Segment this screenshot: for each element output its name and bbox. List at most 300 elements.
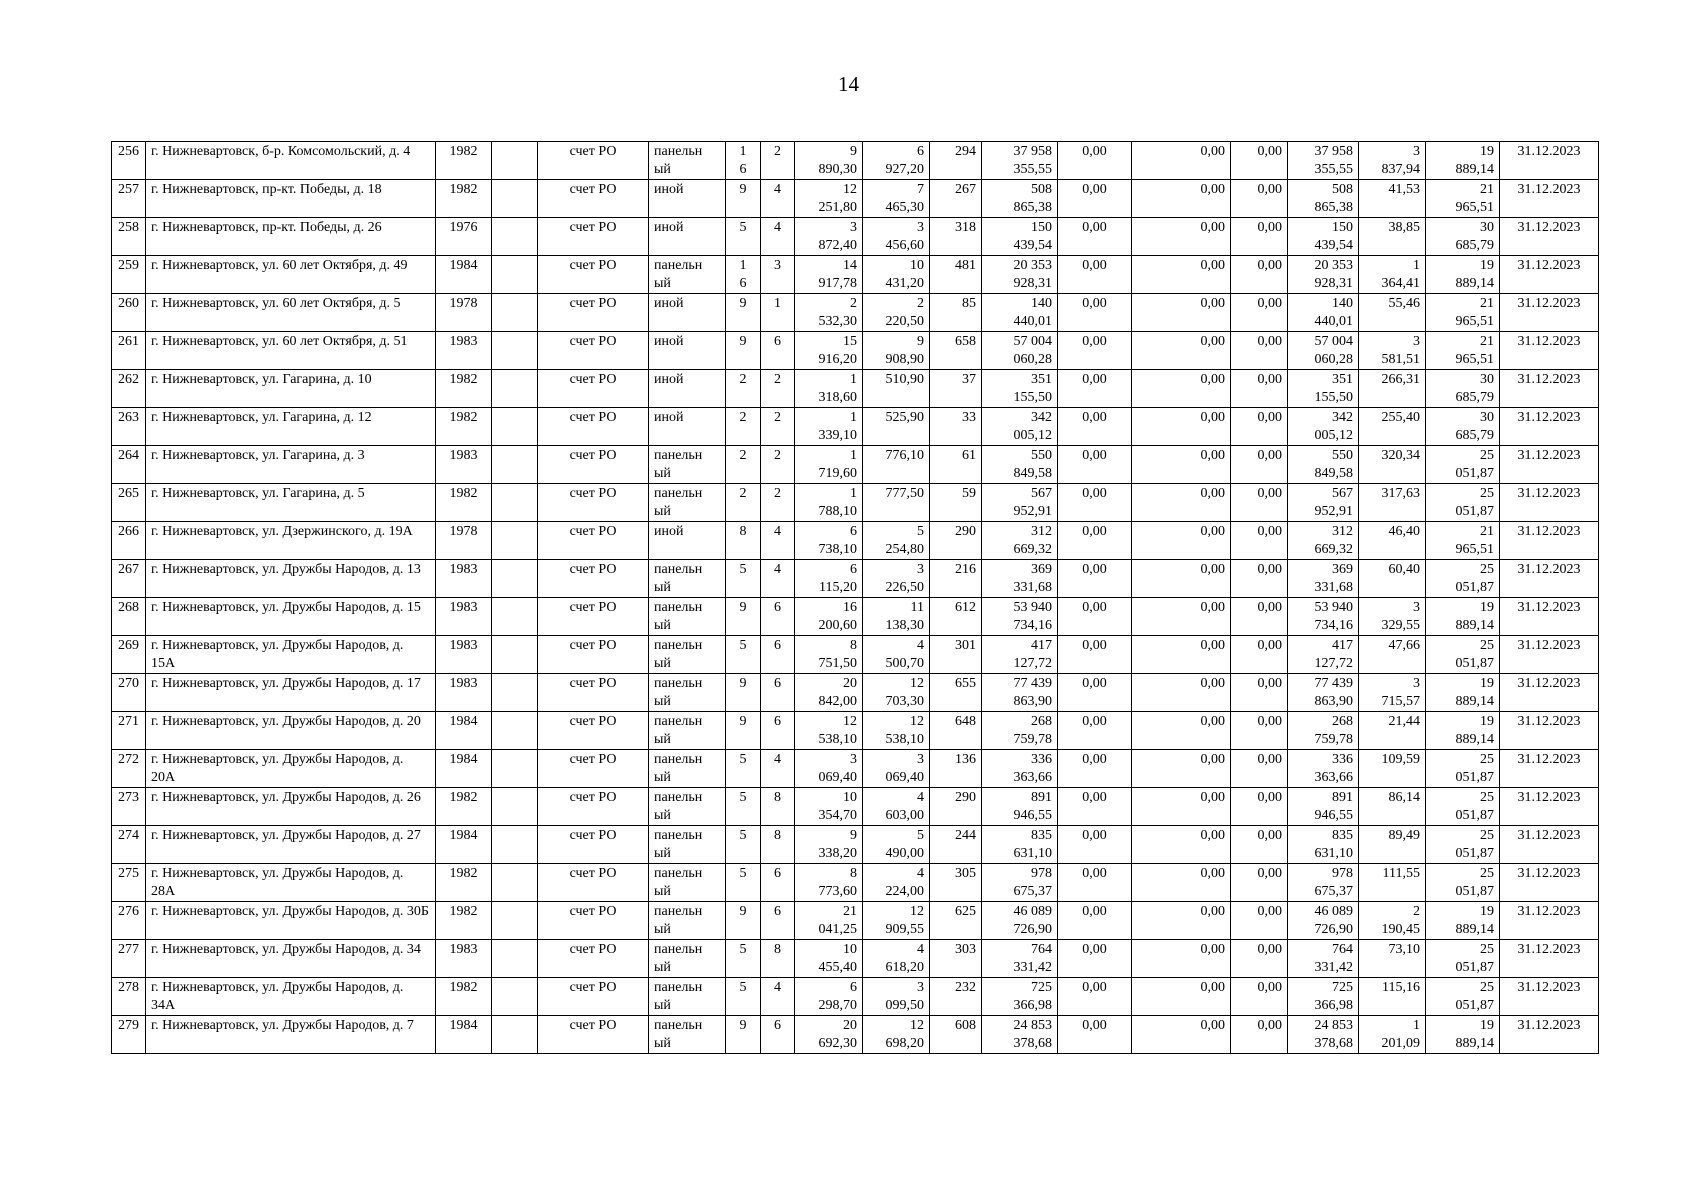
cell-address: г. Нижневартовск, ул. Дружбы Народов, д. 34А xyxy=(146,978,436,1016)
cell-cost-col-4: 0,00 xyxy=(1231,484,1288,522)
cell-empty-col xyxy=(492,180,538,218)
cell-completion-date: 31.12.2023 xyxy=(1500,446,1599,484)
cell-cost-fund: 24 853 378,68 xyxy=(1288,1016,1359,1054)
cell-living-area: 2 220,50 xyxy=(863,294,930,332)
table-row xyxy=(112,370,1599,408)
cell-fund-method: счет РО xyxy=(538,598,649,636)
cell-entrances: 6 xyxy=(761,902,795,940)
cell-max-cost: 19 889,14 xyxy=(1426,674,1500,712)
cell-total-cost: 46 089 726,90 xyxy=(982,902,1058,940)
cell-floors: 9 xyxy=(726,902,761,940)
cell-wall-material: панельн ый xyxy=(649,142,726,180)
cell-living-area: 9 908,90 xyxy=(863,332,930,370)
table-row xyxy=(112,978,1599,1016)
cell-cost-fund: 508 865,38 xyxy=(1288,180,1359,218)
cell-address: г. Нижневартовск, ул. Дружбы Народов, д. 27 xyxy=(146,826,436,864)
housing-registry-table xyxy=(111,141,1599,1054)
cell-max-cost: 19 889,14 xyxy=(1426,598,1500,636)
cell-floors: 5 xyxy=(726,978,761,1016)
cell-completion-date: 31.12.2023 xyxy=(1500,408,1599,446)
cell-total-cost: 150 439,54 xyxy=(982,218,1058,256)
cell-cost-col-3: 0,00 xyxy=(1132,674,1231,712)
cell-floors: 9 xyxy=(726,180,761,218)
table-row xyxy=(112,674,1599,712)
cell-total-cost: 351 155,50 xyxy=(982,370,1058,408)
cell-cost-col-3: 0,00 xyxy=(1132,294,1231,332)
cell-specific-cost: 46,40 xyxy=(1359,522,1426,560)
cell-wall-material: иной xyxy=(649,294,726,332)
cell-row-number: 262 xyxy=(112,370,146,408)
cell-row-number: 267 xyxy=(112,560,146,598)
cell-max-cost: 30 685,79 xyxy=(1426,218,1500,256)
cell-residents: 655 xyxy=(930,674,982,712)
cell-empty-col xyxy=(492,332,538,370)
cell-build-year: 1976 xyxy=(436,218,492,256)
cell-entrances: 2 xyxy=(761,370,795,408)
cell-floors: 8 xyxy=(726,522,761,560)
cell-cost-col-3: 0,00 xyxy=(1132,598,1231,636)
cell-max-cost: 19 889,14 xyxy=(1426,256,1500,294)
cell-residents: 85 xyxy=(930,294,982,332)
cell-row-number: 256 xyxy=(112,142,146,180)
cell-cost-col-4: 0,00 xyxy=(1231,560,1288,598)
cell-cost-fund: 77 439 863,90 xyxy=(1288,674,1359,712)
cell-fund-method: счет РО xyxy=(538,332,649,370)
cell-empty-col xyxy=(492,598,538,636)
cell-empty-col xyxy=(492,370,538,408)
cell-total-cost: 550 849,58 xyxy=(982,446,1058,484)
cell-cost-col-4: 0,00 xyxy=(1231,332,1288,370)
cell-completion-date: 31.12.2023 xyxy=(1500,522,1599,560)
cell-build-year: 1982 xyxy=(436,370,492,408)
cell-cost-fund: 312 669,32 xyxy=(1288,522,1359,560)
cell-cost-col-3: 0,00 xyxy=(1132,180,1231,218)
cell-cost-col-3: 0,00 xyxy=(1132,370,1231,408)
cell-cost-fund: 567 952,91 xyxy=(1288,484,1359,522)
table-row xyxy=(112,864,1599,902)
cell-cost-fund: 37 958 355,55 xyxy=(1288,142,1359,180)
cell-total-cost: 77 439 863,90 xyxy=(982,674,1058,712)
cell-wall-material: панельн ый xyxy=(649,256,726,294)
cell-completion-date: 31.12.2023 xyxy=(1500,142,1599,180)
cell-max-cost: 25 051,87 xyxy=(1426,940,1500,978)
cell-residents: 625 xyxy=(930,902,982,940)
cell-floors: 5 xyxy=(726,750,761,788)
table-row xyxy=(112,180,1599,218)
table-row xyxy=(112,636,1599,674)
cell-floors: 2 xyxy=(726,484,761,522)
cell-cost-fund: 369 331,68 xyxy=(1288,560,1359,598)
cell-total-area: 21 041,25 xyxy=(795,902,863,940)
cell-empty-col xyxy=(492,636,538,674)
cell-total-cost: 57 004 060,28 xyxy=(982,332,1058,370)
cell-total-area: 10 354,70 xyxy=(795,788,863,826)
cell-living-area: 4 603,00 xyxy=(863,788,930,826)
cell-cost-col-2: 0,00 xyxy=(1058,902,1132,940)
cell-cost-fund: 978 675,37 xyxy=(1288,864,1359,902)
table-row xyxy=(112,712,1599,750)
cell-total-area: 1 788,10 xyxy=(795,484,863,522)
cell-entrances: 4 xyxy=(761,218,795,256)
cell-floors: 1 6 xyxy=(726,256,761,294)
cell-floors: 9 xyxy=(726,598,761,636)
cell-entrances: 6 xyxy=(761,598,795,636)
cell-entrances: 8 xyxy=(761,940,795,978)
cell-max-cost: 25 051,87 xyxy=(1426,826,1500,864)
cell-completion-date: 31.12.2023 xyxy=(1500,484,1599,522)
cell-cost-col-3: 0,00 xyxy=(1132,560,1231,598)
cell-cost-col-4: 0,00 xyxy=(1231,750,1288,788)
cell-fund-method: счет РО xyxy=(538,256,649,294)
cell-wall-material: панельн ый xyxy=(649,560,726,598)
cell-address: г. Нижневартовск, пр-кт. Победы, д. 26 xyxy=(146,218,436,256)
cell-wall-material: панельн ый xyxy=(649,1016,726,1054)
cell-build-year: 1983 xyxy=(436,940,492,978)
cell-cost-col-2: 0,00 xyxy=(1058,636,1132,674)
cell-fund-method: счет РО xyxy=(538,180,649,218)
cell-row-number: 270 xyxy=(112,674,146,712)
cell-empty-col xyxy=(492,978,538,1016)
cell-cost-fund: 835 631,10 xyxy=(1288,826,1359,864)
cell-max-cost: 21 965,51 xyxy=(1426,522,1500,560)
cell-completion-date: 31.12.2023 xyxy=(1500,598,1599,636)
cell-specific-cost: 317,63 xyxy=(1359,484,1426,522)
cell-entrances: 6 xyxy=(761,1016,795,1054)
cell-specific-cost: 41,53 xyxy=(1359,180,1426,218)
cell-wall-material: иной xyxy=(649,370,726,408)
cell-cost-col-3: 0,00 xyxy=(1132,218,1231,256)
cell-total-area: 3 069,40 xyxy=(795,750,863,788)
cell-floors: 1 6 xyxy=(726,142,761,180)
table-row xyxy=(112,142,1599,180)
cell-cost-col-2: 0,00 xyxy=(1058,370,1132,408)
cell-specific-cost: 3 329,55 xyxy=(1359,598,1426,636)
cell-total-area: 2 532,30 xyxy=(795,294,863,332)
cell-row-number: 271 xyxy=(112,712,146,750)
cell-completion-date: 31.12.2023 xyxy=(1500,978,1599,1016)
cell-residents: 59 xyxy=(930,484,982,522)
cell-total-cost: 342 005,12 xyxy=(982,408,1058,446)
cell-total-cost: 37 958 355,55 xyxy=(982,142,1058,180)
cell-cost-col-4: 0,00 xyxy=(1231,788,1288,826)
cell-total-cost: 369 331,68 xyxy=(982,560,1058,598)
cell-entrances: 4 xyxy=(761,560,795,598)
cell-living-area: 12 909,55 xyxy=(863,902,930,940)
cell-residents: 136 xyxy=(930,750,982,788)
cell-fund-method: счет РО xyxy=(538,864,649,902)
cell-empty-col xyxy=(492,446,538,484)
cell-cost-fund: 417 127,72 xyxy=(1288,636,1359,674)
cell-build-year: 1983 xyxy=(436,636,492,674)
cell-total-cost: 835 631,10 xyxy=(982,826,1058,864)
cell-address: г. Нижневартовск, ул. Гагарина, д. 5 xyxy=(146,484,436,522)
cell-build-year: 1982 xyxy=(436,484,492,522)
cell-specific-cost: 21,44 xyxy=(1359,712,1426,750)
cell-total-area: 3 872,40 xyxy=(795,218,863,256)
cell-floors: 9 xyxy=(726,712,761,750)
cell-total-cost: 24 853 378,68 xyxy=(982,1016,1058,1054)
cell-floors: 2 xyxy=(726,370,761,408)
cell-residents: 61 xyxy=(930,446,982,484)
cell-fund-method: счет РО xyxy=(538,294,649,332)
cell-entrances: 6 xyxy=(761,332,795,370)
cell-living-area: 12 538,10 xyxy=(863,712,930,750)
cell-empty-col xyxy=(492,408,538,446)
cell-entrances: 4 xyxy=(761,750,795,788)
cell-row-number: 279 xyxy=(112,1016,146,1054)
cell-cost-col-4: 0,00 xyxy=(1231,978,1288,1016)
cell-residents: 301 xyxy=(930,636,982,674)
cell-cost-col-2: 0,00 xyxy=(1058,484,1132,522)
cell-cost-col-3: 0,00 xyxy=(1132,826,1231,864)
cell-address: г. Нижневартовск, ул. Дружбы Народов, д. 26 xyxy=(146,788,436,826)
cell-address: г. Нижневартовск, ул. Дружбы Народов, д. 15 xyxy=(146,598,436,636)
cell-wall-material: панельн ый xyxy=(649,674,726,712)
cell-row-number: 264 xyxy=(112,446,146,484)
cell-total-area: 6 738,10 xyxy=(795,522,863,560)
cell-wall-material: панельн ый xyxy=(649,598,726,636)
cell-living-area: 776,10 xyxy=(863,446,930,484)
cell-floors: 5 xyxy=(726,218,761,256)
cell-cost-col-4: 0,00 xyxy=(1231,522,1288,560)
cell-empty-col xyxy=(492,826,538,864)
cell-floors: 5 xyxy=(726,560,761,598)
table-row xyxy=(112,788,1599,826)
cell-cost-col-2: 0,00 xyxy=(1058,256,1132,294)
cell-total-cost: 312 669,32 xyxy=(982,522,1058,560)
table-row xyxy=(112,484,1599,522)
cell-empty-col xyxy=(492,560,538,598)
cell-total-area: 12 251,80 xyxy=(795,180,863,218)
cell-floors: 5 xyxy=(726,864,761,902)
cell-specific-cost: 1 201,09 xyxy=(1359,1016,1426,1054)
table-body xyxy=(112,142,1599,1054)
cell-total-area: 8 751,50 xyxy=(795,636,863,674)
cell-cost-col-4: 0,00 xyxy=(1231,370,1288,408)
cell-wall-material: панельн ый xyxy=(649,864,726,902)
cell-cost-col-2: 0,00 xyxy=(1058,294,1132,332)
cell-cost-fund: 46 089 726,90 xyxy=(1288,902,1359,940)
cell-build-year: 1982 xyxy=(436,142,492,180)
cell-residents: 318 xyxy=(930,218,982,256)
cell-residents: 244 xyxy=(930,826,982,864)
table-row xyxy=(112,256,1599,294)
cell-total-area: 16 200,60 xyxy=(795,598,863,636)
cell-completion-date: 31.12.2023 xyxy=(1500,180,1599,218)
cell-total-cost: 891 946,55 xyxy=(982,788,1058,826)
table-row xyxy=(112,940,1599,978)
cell-address: г. Нижневартовск, ул. Дружбы Народов, д. 17 xyxy=(146,674,436,712)
cell-living-area: 777,50 xyxy=(863,484,930,522)
cell-row-number: 278 xyxy=(112,978,146,1016)
cell-floors: 5 xyxy=(726,826,761,864)
cell-max-cost: 30 685,79 xyxy=(1426,408,1500,446)
cell-address: г. Нижневартовск, ул. Дружбы Народов, д. 20 xyxy=(146,712,436,750)
cell-entrances: 2 xyxy=(761,446,795,484)
cell-cost-col-4: 0,00 xyxy=(1231,674,1288,712)
cell-completion-date: 31.12.2023 xyxy=(1500,256,1599,294)
cell-entrances: 6 xyxy=(761,864,795,902)
cell-cost-fund: 150 439,54 xyxy=(1288,218,1359,256)
cell-entrances: 6 xyxy=(761,674,795,712)
cell-cost-col-3: 0,00 xyxy=(1132,484,1231,522)
cell-residents: 267 xyxy=(930,180,982,218)
cell-wall-material: панельн ый xyxy=(649,636,726,674)
cell-fund-method: счет РО xyxy=(538,750,649,788)
cell-total-cost: 567 952,91 xyxy=(982,484,1058,522)
cell-address: г. Нижневартовск, ул. Дружбы Народов, д. 7 xyxy=(146,1016,436,1054)
cell-cost-fund: 725 366,98 xyxy=(1288,978,1359,1016)
cell-fund-method: счет РО xyxy=(538,636,649,674)
cell-total-area: 6 298,70 xyxy=(795,978,863,1016)
table-row xyxy=(112,294,1599,332)
cell-specific-cost: 320,34 xyxy=(1359,446,1426,484)
cell-total-cost: 978 675,37 xyxy=(982,864,1058,902)
cell-row-number: 266 xyxy=(112,522,146,560)
cell-completion-date: 31.12.2023 xyxy=(1500,560,1599,598)
cell-fund-method: счет РО xyxy=(538,560,649,598)
cell-wall-material: иной xyxy=(649,180,726,218)
cell-cost-col-3: 0,00 xyxy=(1132,408,1231,446)
cell-address: г. Нижневартовск, б-р. Комсомольский, д. 4 xyxy=(146,142,436,180)
cell-max-cost: 21 965,51 xyxy=(1426,294,1500,332)
cell-row-number: 275 xyxy=(112,864,146,902)
cell-cost-col-3: 0,00 xyxy=(1132,864,1231,902)
cell-cost-col-2: 0,00 xyxy=(1058,560,1132,598)
cell-cost-col-3: 0,00 xyxy=(1132,256,1231,294)
cell-residents: 290 xyxy=(930,522,982,560)
cell-specific-cost: 3 837,94 xyxy=(1359,142,1426,180)
cell-max-cost: 19 889,14 xyxy=(1426,1016,1500,1054)
cell-build-year: 1984 xyxy=(436,1016,492,1054)
cell-floors: 9 xyxy=(726,332,761,370)
cell-empty-col xyxy=(492,1016,538,1054)
cell-cost-col-3: 0,00 xyxy=(1132,712,1231,750)
cell-row-number: 277 xyxy=(112,940,146,978)
cell-completion-date: 31.12.2023 xyxy=(1500,826,1599,864)
page-number: 14 xyxy=(838,72,859,96)
cell-row-number: 261 xyxy=(112,332,146,370)
cell-living-area: 10 431,20 xyxy=(863,256,930,294)
cell-living-area: 6 927,20 xyxy=(863,142,930,180)
cell-cost-col-2: 0,00 xyxy=(1058,1016,1132,1054)
cell-cost-col-4: 0,00 xyxy=(1231,636,1288,674)
cell-living-area: 4 224,00 xyxy=(863,864,930,902)
cell-cost-col-4: 0,00 xyxy=(1231,1016,1288,1054)
cell-empty-col xyxy=(492,142,538,180)
cell-entrances: 2 xyxy=(761,408,795,446)
cell-entrances: 4 xyxy=(761,978,795,1016)
cell-max-cost: 21 965,51 xyxy=(1426,332,1500,370)
cell-cost-col-3: 0,00 xyxy=(1132,142,1231,180)
cell-completion-date: 31.12.2023 xyxy=(1500,332,1599,370)
cell-fund-method: счет РО xyxy=(538,522,649,560)
cell-cost-col-3: 0,00 xyxy=(1132,750,1231,788)
cell-address: г. Нижневартовск, ул. Дружбы Народов, д. 30Б xyxy=(146,902,436,940)
cell-address: г. Нижневартовск, ул. 60 лет Октября, д. 5 xyxy=(146,294,436,332)
cell-living-area: 3 069,40 xyxy=(863,750,930,788)
cell-total-area: 20 842,00 xyxy=(795,674,863,712)
cell-wall-material: панельн ый xyxy=(649,750,726,788)
cell-cost-col-3: 0,00 xyxy=(1132,522,1231,560)
cell-wall-material: панельн ый xyxy=(649,940,726,978)
cell-fund-method: счет РО xyxy=(538,826,649,864)
cell-specific-cost: 255,40 xyxy=(1359,408,1426,446)
cell-total-cost: 53 940 734,16 xyxy=(982,598,1058,636)
cell-entrances: 6 xyxy=(761,636,795,674)
cell-cost-fund: 764 331,42 xyxy=(1288,940,1359,978)
cell-wall-material: панельн ый xyxy=(649,902,726,940)
cell-fund-method: счет РО xyxy=(538,674,649,712)
cell-cost-col-2: 0,00 xyxy=(1058,788,1132,826)
cell-completion-date: 31.12.2023 xyxy=(1500,674,1599,712)
cell-residents: 294 xyxy=(930,142,982,180)
cell-living-area: 3 099,50 xyxy=(863,978,930,1016)
cell-address: г. Нижневартовск, ул. 60 лет Октября, д. 51 xyxy=(146,332,436,370)
cell-cost-col-3: 0,00 xyxy=(1132,788,1231,826)
cell-living-area: 4 618,20 xyxy=(863,940,930,978)
cell-living-area: 3 226,50 xyxy=(863,560,930,598)
cell-build-year: 1982 xyxy=(436,902,492,940)
cell-address: г. Нижневартовск, ул. Дружбы Народов, д. 28А xyxy=(146,864,436,902)
cell-build-year: 1983 xyxy=(436,674,492,712)
cell-address: г. Нижневартовск, ул. Гагарина, д. 3 xyxy=(146,446,436,484)
cell-cost-col-4: 0,00 xyxy=(1231,294,1288,332)
cell-living-area: 525,90 xyxy=(863,408,930,446)
cell-fund-method: счет РО xyxy=(538,370,649,408)
cell-residents: 37 xyxy=(930,370,982,408)
cell-build-year: 1984 xyxy=(436,712,492,750)
cell-total-area: 1 318,60 xyxy=(795,370,863,408)
cell-empty-col xyxy=(492,522,538,560)
cell-cost-col-4: 0,00 xyxy=(1231,446,1288,484)
cell-cost-col-3: 0,00 xyxy=(1132,1016,1231,1054)
cell-cost-col-4: 0,00 xyxy=(1231,408,1288,446)
cell-cost-col-4: 0,00 xyxy=(1231,180,1288,218)
cell-cost-col-2: 0,00 xyxy=(1058,142,1132,180)
cell-residents: 658 xyxy=(930,332,982,370)
cell-row-number: 257 xyxy=(112,180,146,218)
cell-completion-date: 31.12.2023 xyxy=(1500,788,1599,826)
cell-completion-date: 31.12.2023 xyxy=(1500,370,1599,408)
cell-residents: 481 xyxy=(930,256,982,294)
cell-completion-date: 31.12.2023 xyxy=(1500,1016,1599,1054)
cell-residents: 305 xyxy=(930,864,982,902)
cell-wall-material: панельн ый xyxy=(649,484,726,522)
cell-cost-col-2: 0,00 xyxy=(1058,864,1132,902)
cell-cost-fund: 268 759,78 xyxy=(1288,712,1359,750)
cell-specific-cost: 47,66 xyxy=(1359,636,1426,674)
cell-cost-col-3: 0,00 xyxy=(1132,636,1231,674)
cell-cost-col-4: 0,00 xyxy=(1231,864,1288,902)
cell-max-cost: 19 889,14 xyxy=(1426,712,1500,750)
cell-cost-col-2: 0,00 xyxy=(1058,218,1132,256)
cell-floors: 9 xyxy=(726,294,761,332)
cell-total-area: 9 890,30 xyxy=(795,142,863,180)
cell-address: г. Нижневартовск, ул. Дружбы Народов, д. 34 xyxy=(146,940,436,978)
cell-residents: 608 xyxy=(930,1016,982,1054)
cell-specific-cost: 3 581,51 xyxy=(1359,332,1426,370)
cell-max-cost: 25 051,87 xyxy=(1426,978,1500,1016)
cell-cost-col-2: 0,00 xyxy=(1058,940,1132,978)
cell-residents: 648 xyxy=(930,712,982,750)
cell-specific-cost: 111,55 xyxy=(1359,864,1426,902)
table-row xyxy=(112,218,1599,256)
cell-cost-col-2: 0,00 xyxy=(1058,674,1132,712)
cell-build-year: 1984 xyxy=(436,256,492,294)
cell-row-number: 276 xyxy=(112,902,146,940)
cell-total-area: 20 692,30 xyxy=(795,1016,863,1054)
